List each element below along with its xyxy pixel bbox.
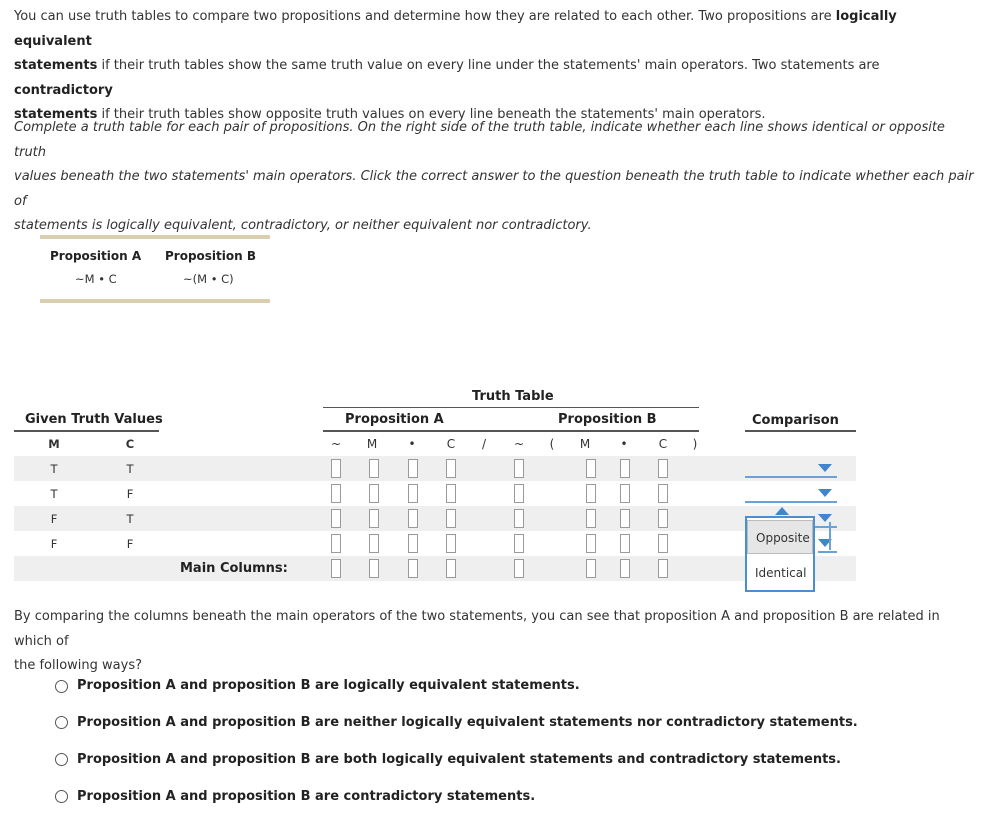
comparison-dropdown-menu[interactable] bbox=[745, 516, 815, 592]
dropdown-arrow-icon[interactable] bbox=[818, 464, 832, 472]
sym-a-neg: ~ bbox=[330, 437, 342, 451]
truth-value-input-box[interactable] bbox=[514, 509, 524, 528]
col-m-header: M bbox=[48, 437, 60, 451]
instructions: Complete a truth table for each pair of propositions. On the right side of the truth table, indicate whether each line shows identical or opposite truth values beneath the two statements' main operators. Click the correct answer to the question beneath the truth table to indicate whether each pair of statements is logically equivalent, contradictory, or neither equivalent nor contradictory. bbox=[14, 120, 974, 233]
truth-value-input-box[interactable] bbox=[586, 484, 596, 503]
row4-m: F bbox=[50, 537, 58, 551]
row2-m: T bbox=[50, 487, 58, 501]
main-column-input-box[interactable] bbox=[658, 559, 668, 578]
truth-value-input-box[interactable] bbox=[586, 534, 596, 553]
question-text: By comparing the columns beneath the main operators of the two statements, you can see that proposition A and proposition B are related in which of the following ways? bbox=[14, 609, 940, 673]
row1-m: T bbox=[50, 462, 58, 476]
sym-b-neg: ~ bbox=[513, 437, 525, 451]
truth-value-input-box[interactable] bbox=[369, 459, 379, 478]
sym-b-m: M bbox=[579, 437, 591, 451]
row3-c: T bbox=[126, 512, 134, 526]
truth-value-input-box[interactable] bbox=[369, 509, 379, 528]
comparison-dropdown-row2[interactable] bbox=[745, 501, 837, 503]
truth-value-input-box[interactable] bbox=[514, 459, 524, 478]
truth-value-input-box[interactable] bbox=[369, 484, 379, 503]
intro-paragraph: You can use truth tables to compare two propositions and determine how they are related to each other. Two propositions are logically equivalent statements if their truth tables show the same truth value on every line under the statements' main operators. Two statements are contradictory statements if their truth tables show opposite truth values on every line beneath the statements' main operators. bbox=[14, 9, 897, 122]
truth-value-input-box[interactable] bbox=[586, 459, 596, 478]
dropdown-option-opposite[interactable]: Opposite bbox=[747, 520, 813, 554]
truth-value-input-box[interactable] bbox=[620, 484, 630, 503]
sym-b-dot: • bbox=[620, 437, 628, 451]
truth-value-input-box[interactable] bbox=[446, 459, 456, 478]
comparison-dropdown-row4[interactable] bbox=[818, 551, 837, 553]
main-column-input-box[interactable] bbox=[408, 559, 418, 578]
truth-value-input-box[interactable] bbox=[331, 484, 341, 503]
truth-table-title: Truth Table bbox=[472, 389, 554, 404]
main-columns-label: Main Columns: bbox=[180, 561, 288, 576]
proposition-b-formula: ~(M • C) bbox=[183, 272, 234, 286]
main-column-input-box[interactable] bbox=[514, 559, 524, 578]
truth-value-input-box[interactable] bbox=[658, 484, 668, 503]
comparison-dropdown-row1[interactable] bbox=[745, 476, 837, 478]
truth-value-input-box[interactable] bbox=[620, 509, 630, 528]
comparison-header: Comparison bbox=[752, 413, 839, 428]
radio-option-1[interactable] bbox=[55, 680, 68, 693]
radio-option-4[interactable] bbox=[55, 790, 68, 803]
truth-value-input-box[interactable] bbox=[331, 534, 341, 553]
truth-value-input-box[interactable] bbox=[408, 534, 418, 553]
prop-a-header: Proposition A bbox=[345, 412, 444, 427]
sym-a-m: M bbox=[366, 437, 378, 451]
option-1-label[interactable]: Proposition A and proposition B are logically equivalent statements. bbox=[77, 678, 580, 693]
sym-a-c: C bbox=[446, 437, 456, 451]
main-column-input-box[interactable] bbox=[331, 559, 341, 578]
row2-c: F bbox=[126, 487, 134, 501]
truth-value-input-box[interactable] bbox=[658, 509, 668, 528]
main-column-input-box[interactable] bbox=[369, 559, 379, 578]
main-column-input-box[interactable] bbox=[586, 559, 596, 578]
truth-value-input-box[interactable] bbox=[514, 534, 524, 553]
truth-value-input-box[interactable] bbox=[620, 534, 630, 553]
dropdown-arrow-icon[interactable] bbox=[818, 489, 832, 497]
row3-m: F bbox=[50, 512, 58, 526]
option-2-label[interactable]: Proposition A and proposition B are neither logically equivalent statements nor contradictory statements. bbox=[77, 715, 858, 730]
dropdown-option-identical[interactable]: Identical bbox=[755, 566, 807, 580]
sym-b-c: C bbox=[658, 437, 668, 451]
truth-value-input-box[interactable] bbox=[620, 459, 630, 478]
truth-value-input-box[interactable] bbox=[446, 509, 456, 528]
sym-a-dot: • bbox=[408, 437, 416, 451]
main-column-input-box[interactable] bbox=[620, 559, 630, 578]
proposition-a-label: Proposition A bbox=[50, 249, 142, 263]
row1-c: T bbox=[126, 462, 134, 476]
truth-value-input-box[interactable] bbox=[586, 509, 596, 528]
proposition-b-label: Proposition B bbox=[165, 249, 257, 263]
proposition-a-formula: ~M • C bbox=[75, 272, 117, 286]
truth-value-input-box[interactable] bbox=[514, 484, 524, 503]
truth-value-input-box[interactable] bbox=[408, 459, 418, 478]
option-4-label[interactable]: Proposition A and proposition B are contradictory statements. bbox=[77, 789, 536, 804]
truth-value-input-box[interactable] bbox=[408, 484, 418, 503]
truth-value-input-box[interactable] bbox=[658, 459, 668, 478]
proposition-box bbox=[40, 235, 270, 303]
truth-value-input-box[interactable] bbox=[331, 459, 341, 478]
sym-slash: / bbox=[481, 437, 487, 451]
radio-option-3[interactable] bbox=[55, 753, 68, 766]
radio-option-2[interactable] bbox=[55, 716, 68, 729]
dropdown-arrow-icon[interactable] bbox=[818, 514, 832, 522]
truth-value-input-box[interactable] bbox=[446, 484, 456, 503]
main-column-input-box[interactable] bbox=[446, 559, 456, 578]
truth-value-input-box[interactable] bbox=[658, 534, 668, 553]
sym-b-rparen: ) bbox=[692, 437, 698, 451]
option-3-label[interactable]: Proposition A and proposition B are both logically equivalent statements and contradictory statements. bbox=[77, 752, 841, 767]
row4-c: F bbox=[126, 537, 134, 551]
truth-value-input-box[interactable] bbox=[369, 534, 379, 553]
truth-value-input-box[interactable] bbox=[446, 534, 456, 553]
given-values-header: Given Truth Values bbox=[25, 412, 163, 427]
prop-b-header: Proposition B bbox=[558, 412, 657, 427]
dropdown-arrow-up-icon[interactable] bbox=[775, 507, 789, 515]
truth-value-input-box[interactable] bbox=[331, 509, 341, 528]
col-c-header: C bbox=[125, 437, 135, 451]
sym-b-lparen: ( bbox=[549, 437, 555, 451]
truth-value-input-box[interactable] bbox=[408, 509, 418, 528]
